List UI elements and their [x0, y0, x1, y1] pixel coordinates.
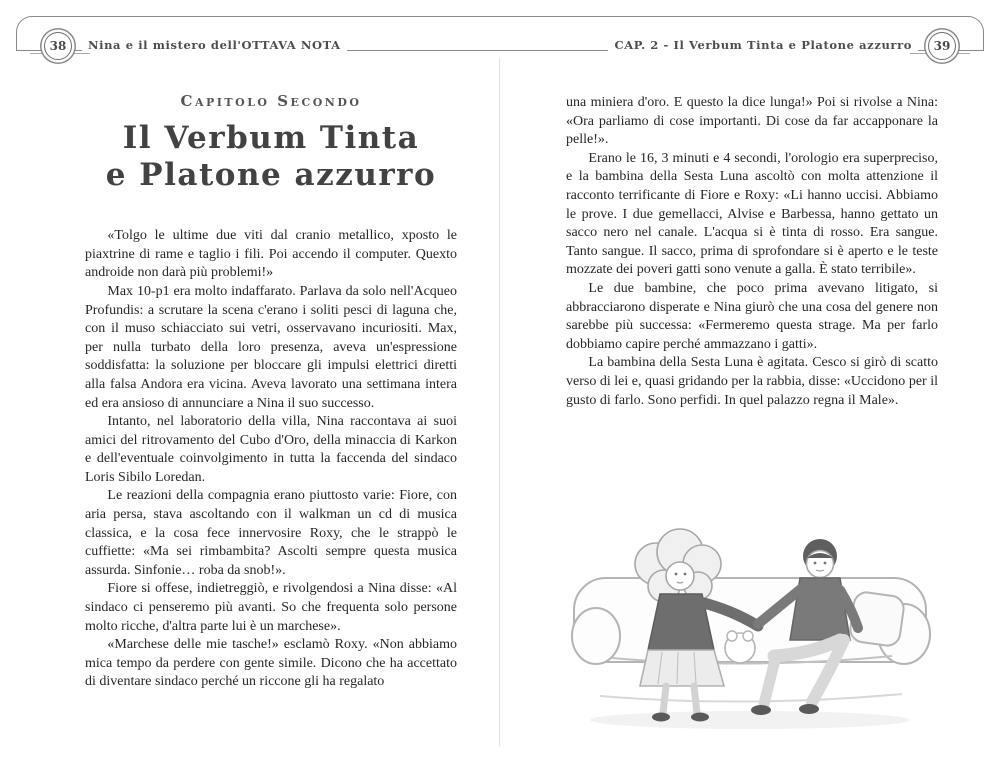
running-head-chapter-title: CAP. 2 - Il Verbum Tinta e Platone azzurro — [608, 38, 918, 52]
paragraph: Intanto, nel laboratorio della villa, Nina raccontava ai suoi amici del ritrovamento del Cubo d'Oro, della minaccia di Karkon e dell'eventuale coinvolgimento in tutta la faccenda del sindaco Loris Sibilo Loredan. — [85, 414, 457, 485]
running-head-book-title: Nina e il mistero dell'OTTAVA NOTA — [82, 38, 347, 52]
page-number-left — [44, 32, 72, 60]
chapter-title — [85, 120, 457, 193]
page-number-right-value: 39 — [933, 39, 951, 53]
right-page-body — [566, 94, 938, 410]
illustration-children-on-sofa — [552, 498, 948, 738]
left-page — [85, 92, 457, 692]
page-number-right — [928, 32, 956, 60]
paragraph: una miniera d'oro. E questo la dice lunga!» Poi si rivolse a Nina: «Ora parliamo di cose importanti. Di cose da far accapponare la pelle!». — [566, 95, 938, 148]
page-fold-divider — [499, 58, 500, 746]
right-page — [566, 94, 938, 410]
chapter-label: Capitolo Secondo — [180, 92, 362, 110]
chapter-title-line2: e Platone azzurro — [105, 156, 437, 193]
paragraph: Erano le 16, 3 minuti e 4 secondi, l'orologio era superpreciso, e la bambina della Sesta Luna ascoltò con molta attenzione il racconto terrificante di Fiore e Roxy: «Li hanno uccisi. Abbiamo le prove. I due gemellacci, Alvise e Barbessa, hanno gettato un sacco nero nel canale. L'acqua si è tinta di rosso. Era sangue. Tanto sangue. Il sacco, prima di sprofondare si è aperto e le teste mozzate dei poveri gatti sono venute a galla. È stato terribile». — [566, 150, 938, 278]
paragraph: La bambina della Sesta Luna è agitata. Cesco si girò di scatto verso di lei e, quasi gridando per la rabbia, disse: «Uccidono per il gusto di farlo. Sono perfidi. In quel palazzo regna il Male». — [566, 355, 938, 408]
paragraph: «Marchese delle mie tasche!» esclamò Roxy. «Non abbiamo mica tempo da perdere con gente simile. Dicono che ha accettato di diventare sindaco perché un riccone gli ha regalato — [85, 637, 457, 690]
paragraph: Max 10-p1 era molto indaffarato. Parlava da solo nell'Acqueo Profundis: a scrutare la scena c'erano i soliti pesci di laguna che, con il muso schiacciato sui vetri, osservavano incuriositi. Max, per nulla turbato della loro presenza, aveva un'espressione soddisfatta: la soluzione per bloccare gli impulsi elettrici diretti alla falsa Andora era vicina. Aveva lavorato una settimana intera ed era ansioso di annunciare a Nina il suo successo. — [85, 283, 457, 411]
paragraph: Le due bambine, che poco prima avevano litigato, si abbracciarono disperate e Nina giurò che una cosa del genere non sarebbe più successa: «Fermeremo questa strage. Ma per farlo dobbiamo capire perché ammazzano i gatti». — [566, 280, 938, 352]
left-page-body — [85, 227, 457, 692]
page-number-left-value: 38 — [49, 39, 67, 53]
chapter-title-line1: Il Verbum Tinta — [122, 120, 420, 156]
paragraph: «Tolgo le ultime due viti dal cranio metallico, xposto le piaxtrine di rame e taglio i fili. Poi accendo il computer. Quexto androide non darà più problemi!» — [85, 228, 457, 281]
paragraph: Fiore si offese, indietreggiò, e rivolgendosi a Nina disse: «Al sindaco ci penseremo più avanti. So che frequenta solo persone molto ricche, d'altra parte lui è un marchese». — [85, 581, 457, 634]
children-on-sofa-sketch-svg — [552, 498, 948, 738]
paragraph: Le reazioni della compagnia erano piuttosto varie: Fiore, con aria persa, stava ascoltando con il walkman un cd di musica classica, e la cosa fece innervosire Roxy, che le strappò le cuffiette: «Ma sei rimbambita? Ascolti sempre questa musica assurda. Sinfonie… roba da snob!». — [85, 488, 457, 578]
